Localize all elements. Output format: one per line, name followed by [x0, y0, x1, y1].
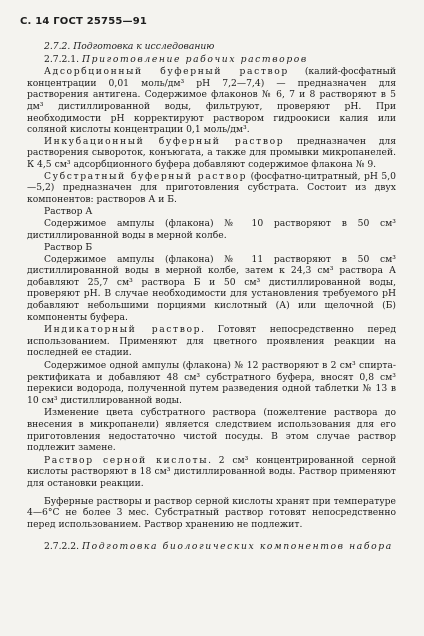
solution-a-text: Содержимое ампулы (флакона) № 10 растворяют в 50 см³ дистиллированной воды в мерной колбе.	[27, 217, 396, 241]
section-2-7-2-title: 2.7.2. Подготовка к исследованию	[44, 41, 215, 52]
solution-a-label: Раствор А	[44, 206, 93, 218]
text-indicator-solution: . Готовят непосредственно перед использованием. Применяют для цветного проявления реакции на последней ее стадии.	[27, 324, 396, 359]
section-number: 2.7.2.1.	[44, 53, 80, 65]
section-2-7-2-2-title	[27, 541, 396, 553]
paragraph-color-change: Изменение цвета субстратного раствора (пожелтение раствора до внесения в микропанели) является следствием использования для его приготовления недостаточно чистой посуды. В этом случае раствор подлежит замене.	[27, 407, 396, 454]
text-adsorption-buffer: (калий-фосфатный концентрации 0,01 моль/дм³ pH 7,2—7,4) — предназначен для растворения антигена. Содержимое флаконов № 6, 7 и 8 растворяют в 5 дм³ дистиллированной воды, фильтруют, проверяют pH. При необходимости pH корректируют раствором гидроокиси калия или соляной кислоты концентрации 0,1 моль/дм³.	[27, 66, 396, 136]
paragraph-storage: Буферные растворы и раствор серной кислоты хранят при температуре 4—6°С не более 3 мес. Субстратный раствор готовят непосредственно перед использованием. Раствор хранению не подлежит.	[27, 495, 396, 530]
solution-b-label: Раствор Б	[44, 242, 93, 254]
term-indicator-solution: Индикаторный раствор	[44, 324, 202, 336]
text-substrate-buffer: (фосфатно-цитратный, pH 5,0—5,2) предназначен для приготовления субстрата. Состоит из двух компонентов: растворов А и Б.	[27, 170, 397, 205]
term-incubation-buffer: Инкубационный буферный раствор	[44, 135, 285, 147]
term-substrate-buffer: Субстратный буферный раствор	[44, 170, 248, 182]
paragraph-adsorption-buffer	[27, 66, 396, 136]
paragraph-indicator-solution	[27, 324, 396, 359]
section-title-text: Подготовка биологических компонентов набора	[82, 541, 393, 553]
paragraph-indicator-preparation: Содержимое одной ампулы (флакона) № 12 растворяют в 2 см³ спирта-ректификата и добавляют 48 см³ субстратного буфера, вносят 0,8 см³ перекиси водорода, полученной путем разведения одной таблетки № 13 в 10 см³ дистиллированной воды.	[27, 360, 396, 406]
section-2-7-2-1-title	[27, 54, 396, 66]
term-sulfuric-acid: Раствор серной кислоты	[44, 454, 209, 466]
page-header: С. 14 ГОСТ 25755—91	[20, 16, 148, 27]
solution-b-text: Содержимое ампулы (флакона) № 11 растворяют в 50 см³ дистиллированной воды в мерной колбе, затем к 24,3 см³ раствора А добавляют 25,7 см³ раствора Б и 50 см³ дистиллированной воды, проверяют pH. В случае необходимости для установления требуемого pH добавляют небольшими порциями кислотный (А) или щелочной (Б) компоненты буфера.	[27, 253, 396, 323]
section-number: 2.7.2.2.	[44, 541, 80, 553]
term-adsorption-buffer: Адсорбционный буферный раствор	[44, 66, 289, 78]
text-sulfuric-acid: . 2 см³ концентрированной серной кислоты растворяют в 18 см³ дистиллированной воды. Раствор применяют для остановки реакции.	[27, 454, 396, 489]
paragraph-sulfuric-acid	[27, 455, 396, 490]
paragraph-incubation-buffer	[27, 136, 396, 171]
section-title-text: Приготовление рабочих растворов	[82, 53, 308, 65]
text-incubation-buffer: предназначен для растворения сывороток, конъюгата, а также для промывки микропанелей. К 4,5 см³ адсорбционного буфера добавляют содержимое флакона № 9.	[27, 135, 397, 170]
paragraph-substrate-buffer	[27, 171, 396, 206]
